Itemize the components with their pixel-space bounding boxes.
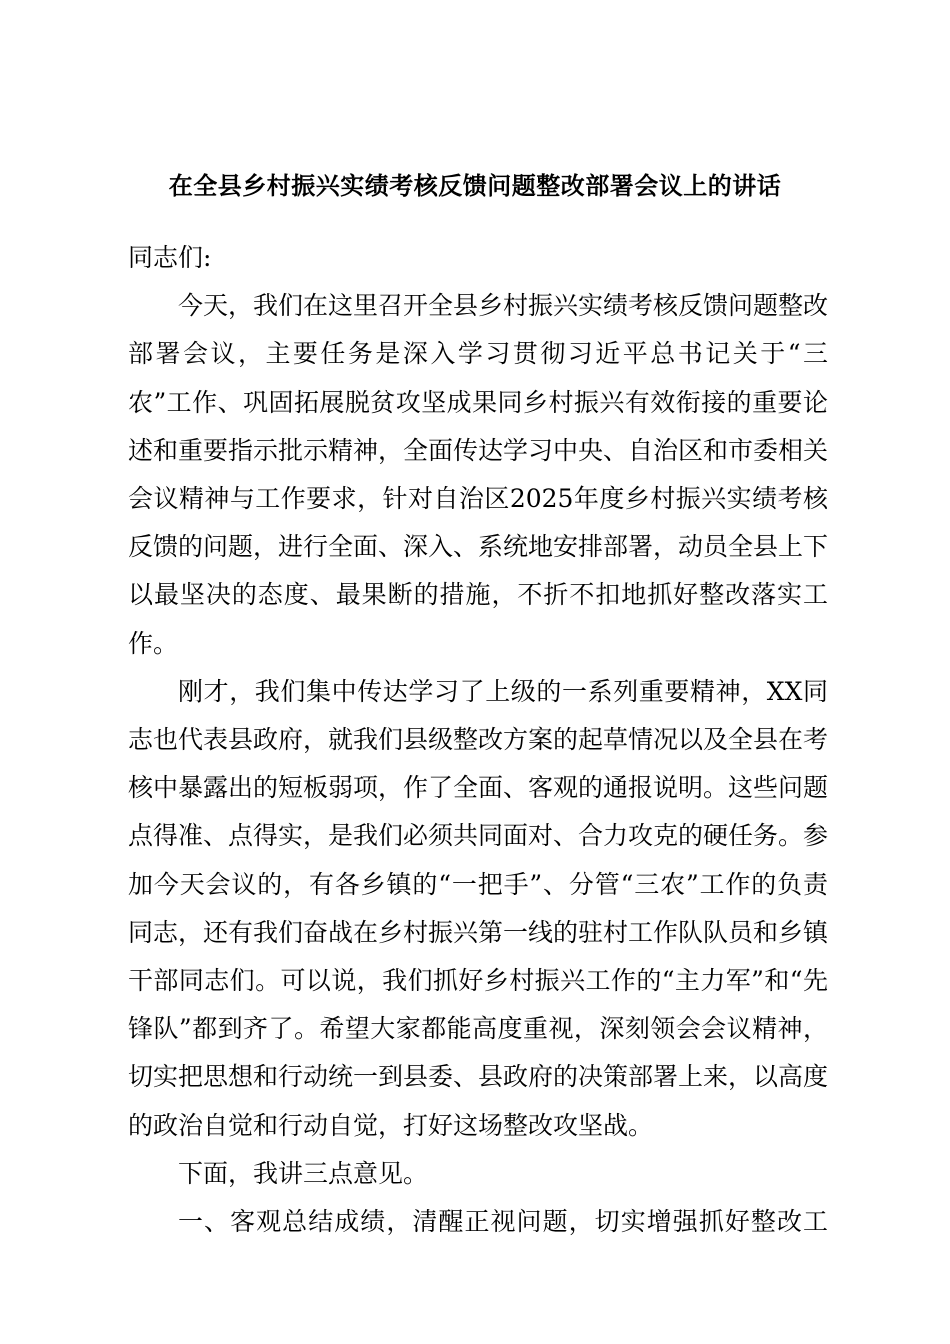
salutation: 同志们: [128, 243, 212, 272]
section-heading-one: 一、客观总结成绩，清醒正视问题，切实增强抓好整改工 [178, 1207, 828, 1237]
document-title: 在全县乡村振兴实绩考核反馈问题整改部署会议上的讲话 [168, 172, 782, 200]
document-body [128, 234, 828, 1246]
paragraph-outline: 下面，我讲三点意见。 [178, 1158, 429, 1188]
paragraph-review: 刚才，我们集中传达学习了上级的一系列重要精神，XX同志也代表县政府，就我们县级整改方案的起草情况以及全县在考核中暴露出的短板弱项，作了全面、客观的通报说明。这些问题点得准、点得实，是我们必须共同面对、合力攻克的硬任务。参加今天会议的，有各乡镇的“一把手”、分管“三农”工作的负责同志，还有我们奋战在乡村振兴第一线的驻村工作队队员和乡镇干部同志们。可以说，我们抓好乡村振兴工作的“主力军”和“先锋队”都到齐了。希望大家都能高度重视，深刻领会会议精神，切实把思想和行动统一到县委、县政府的决策部署上来，以高度的政治自觉和行动自觉，打好这场整改攻坚战。 [128, 676, 829, 1140]
paragraph-opening: 今天，我们在这里召开全县乡村振兴实绩考核反馈问题整改部署会议，主要任务是深入学习贯彻习近平总书记关于“三农”工作、巩固拓展脱贫攻坚成果同乡村振兴有效衔接的重要论述和重要指示批示精神，全面传达学习中央、自治区和市委相关会议精神与工作要求，针对自治区2025年度乡村振兴实绩考核反馈的问题，进行全面、深入、系统地安排部署，动员全县上下以最坚决的态度、最果断的措施，不折不扣地抓好整改落实工作。 [128, 291, 829, 658]
